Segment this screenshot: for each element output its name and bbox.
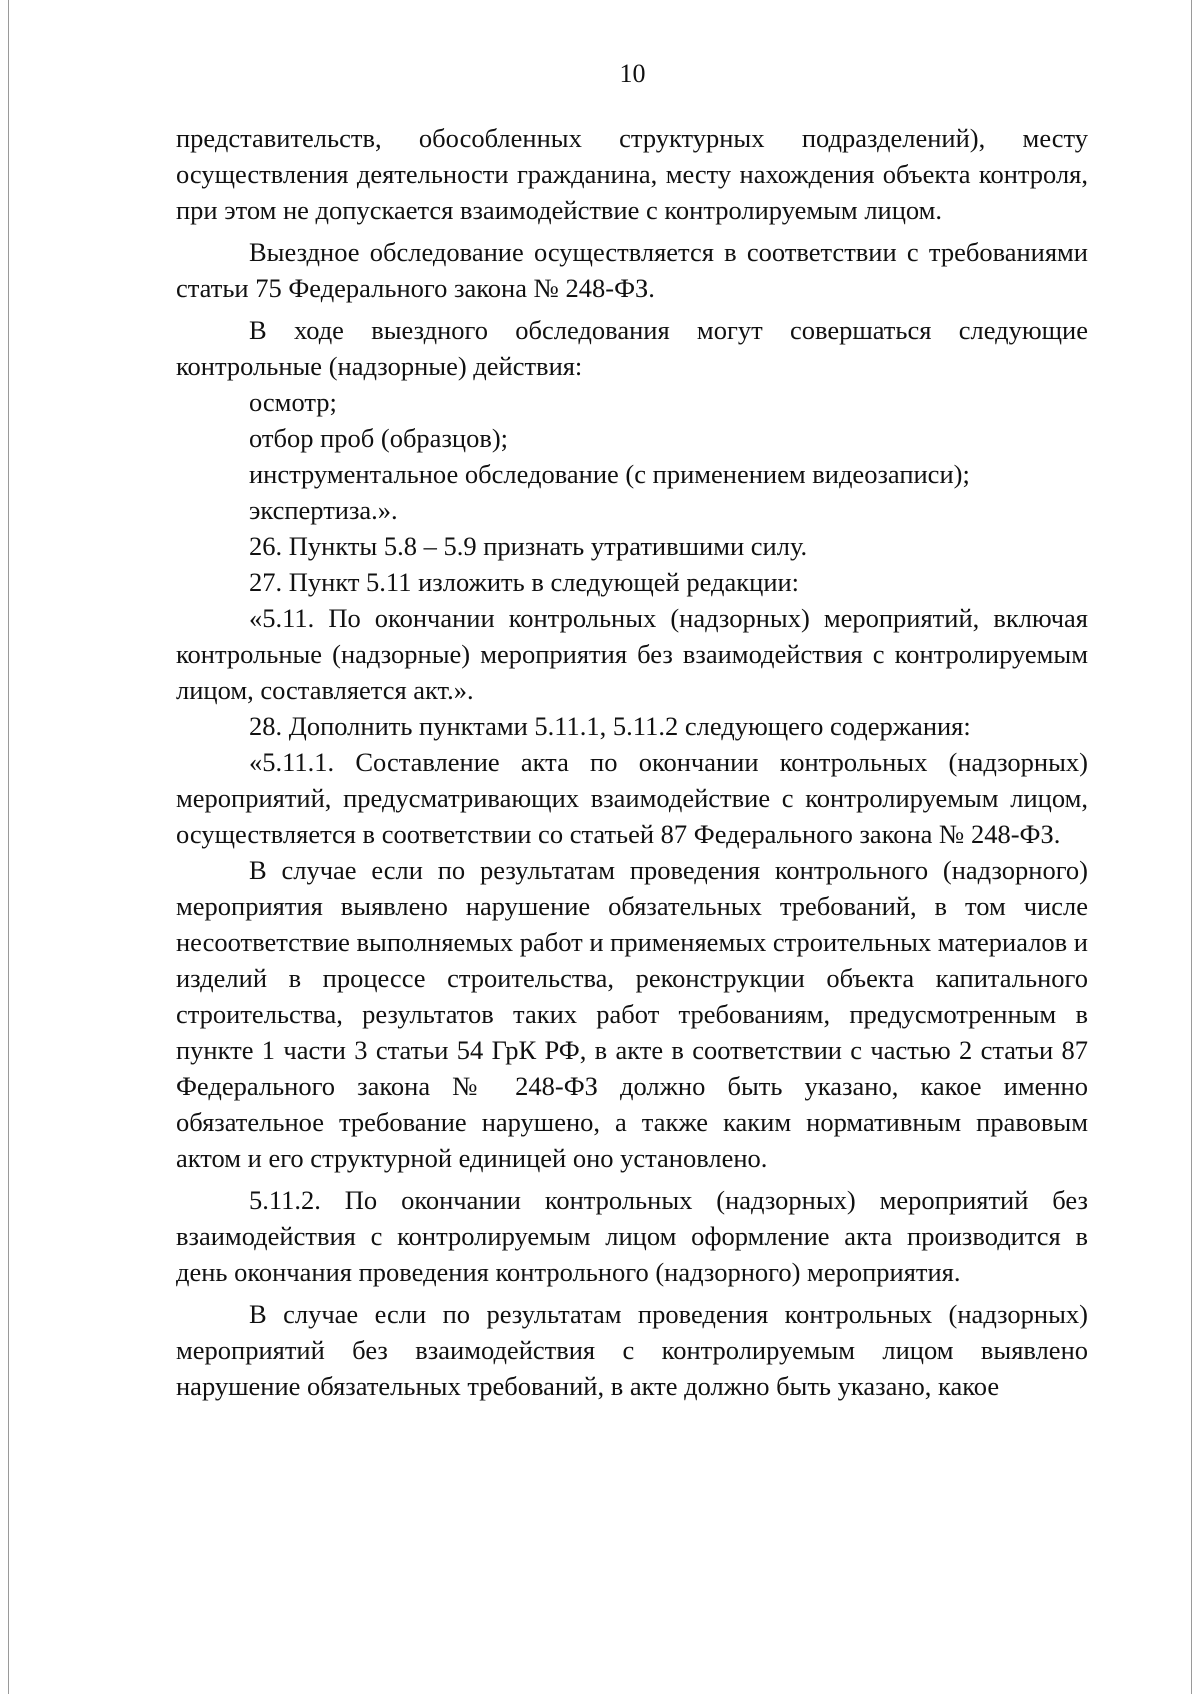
list-item: осмотр; [249,387,337,417]
paragraph: 5.11.2. По окончании контрольных (надзорных) мероприятий без взаимодействия с контролируемым лицом оформление акта производится в день окончания проведения контрольного (надзорного) мероприятия. [176,1185,1088,1287]
list-item: экспертиза.». [249,495,398,525]
list-item: инструментальное обследование (с применением видеозаписи); [249,459,970,489]
paragraph: 28. Дополнить пунктами 5.11.1, 5.11.2 следующего содержания: [249,711,971,741]
paragraph: Выездное обследование осуществляется в соответствии с требованиями статьи 75 Федерального закона № 248-ФЗ. [176,237,1088,303]
paragraph: представительств, обособленных структурных подразделений), месту осуществления деятельности гражданина, месту нахождения объекта контроля, при этом не допускается взаимодействие с контролируемым лицом. [176,123,1088,225]
scan-edge-right [1191,0,1192,1694]
paragraph: В случае если по результатам проведения контрольных (надзорных) мероприятий без взаимодействия с контролируемым лицом выявлено нарушение обязательных требований, в акте должно быть указано, какое [176,1299,1088,1401]
paragraph: «5.11.1. Составление акта по окончании контрольных (надзорных) мероприятий, предусматривающих взаимодействие с контролируемым лицом, осуществляется в соответствии со статьей 87 Федерального закона № 248-ФЗ. [176,747,1088,849]
list-item: отбор проб (образцов); [249,423,509,453]
page-number: 10 [619,59,646,88]
scan-edge-left [8,0,9,1694]
paragraph: 26. Пункты 5.8 – 5.9 признать утратившими силу. [249,531,808,561]
document-body [176,120,1088,1404]
paragraph: В ходе выездного обследования могут совершаться следующие контрольные (надзорные) действия: [176,315,1088,381]
paragraph: 27. Пункт 5.11 изложить в следующей редакции: [249,567,800,597]
paragraph: «5.11. По окончании контрольных (надзорных) мероприятий, включая контрольные (надзорные) мероприятия без взаимодействия с контролируемым лицом, составляется акт.». [176,603,1088,705]
paragraph: В случае если по результатам проведения контрольного (надзорного) мероприятия выявлено нарушение обязательных требований, в том числе несоответствие выполняемых работ и применяемых строительных материалов и изделий в процессе строительства, реконструкции объекта капитального строительства, результатов таких работ требованиям, предусмотренным в пункте 1 части 3 статьи 54 ГрК РФ, в акте в соответствии с частью 2 статьи 87 Федерального закона № 248-ФЗ должно быть указано, какое именно обязательное требование нарушено, а также каким нормативным правовым актом и его структурной единицей оно установлено. [176,855,1088,1173]
